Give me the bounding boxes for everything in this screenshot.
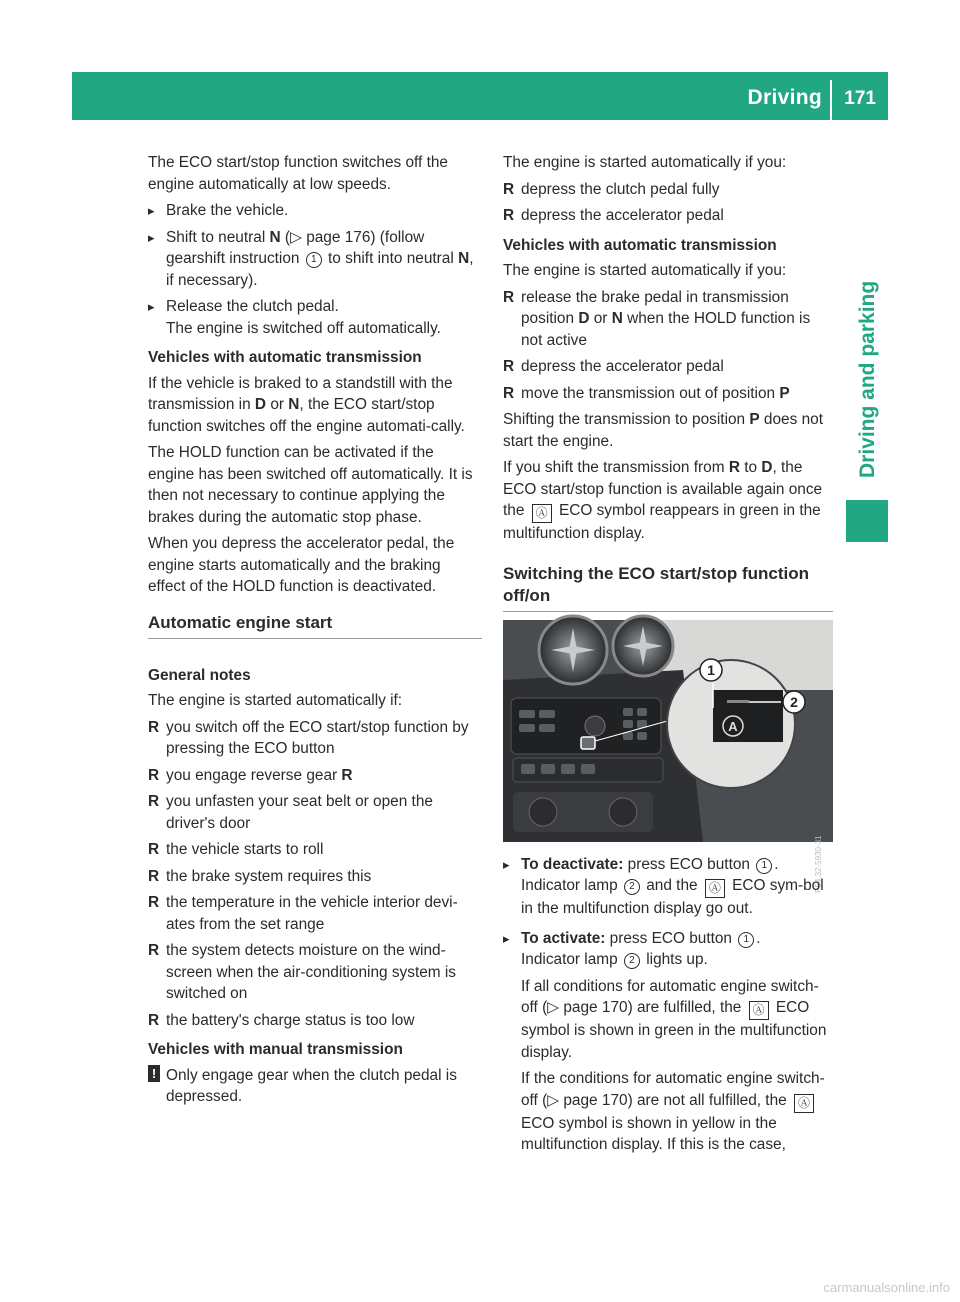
page-header [72, 72, 888, 120]
callout-2-icon [783, 691, 805, 713]
manual-transmission-heading: Vehicles with manual transmission [148, 1041, 403, 1058]
auto-paragraph-2: The HOLD function can be activated if the engine has been switched off automatically. It is then not necessary to continue applying the brakes during the automatic stop phase. [148, 444, 473, 526]
step-result: Indicator lamp 2 and the Ⓐ ECO sym-bol in the multifunction display go out. [521, 877, 824, 917]
list-item: R you unfasten your seat belt or open the driver's door [148, 793, 433, 832]
step-arrow-icon: ▸ [148, 229, 155, 245]
footer-watermark[interactable]: carmanualsonline.info [823, 1280, 950, 1295]
step-result: Indicator lamp 2 lights up. [521, 951, 708, 968]
warning-note: ! Only engage gear when the clutch pedal is depressed. [148, 1065, 482, 1108]
auto-paragraph-3: When you depress the accelerator pedal, the engine starts automatically and the braking effect of the HOLD function is deactivated. [148, 535, 455, 595]
bullet-icon: R [148, 793, 160, 810]
list-item: R move the transmission out of position P [503, 383, 833, 405]
step-result: The engine is switched off automatically. [166, 319, 441, 337]
step-release-clutch: ▸ Release the clutch pedal. The engine is switched off automatically. [148, 296, 482, 339]
activate-paragraph-1: If all conditions for automatic engine switch-off (▷ page 170) are fulfilled, the Ⓐ ECO symbol is shown in green in the multifunction display. [521, 977, 827, 1061]
step-activate: ▸ To activate: press ECO button 1 . Indicator lamp 2 lights up. If all conditions for automatic engine switch-off (▷ page 170) are fulfilled, the Ⓐ ECO symbol is shown in green in the multifunction display. If the conditions for automatic engine switch-off (▷ page 170) are not all fulfilled, the Ⓐ ECO symbol is shown in yellow in the multifunction display. If this is the case, [503, 928, 833, 1156]
callout-2-icon: 2 [624, 879, 640, 895]
list-item: R depress the clutch pedal fully [503, 179, 833, 201]
step-arrow-icon: ▸ [503, 930, 510, 946]
shift-r-d-paragraph: If you shift the transmission from R to D, the ECO start/stop function is available again once the Ⓐ ECO symbol reappears in green in the multifunction display. [503, 459, 823, 542]
side-tab-marker [846, 500, 888, 542]
list-item: R you engage reverse gear R [148, 765, 482, 787]
xref-arrow-icon: ▷ [547, 1091, 560, 1109]
list-item: R the temperature in the vehicle interior devi-ates from the set range [148, 894, 458, 933]
left-column [148, 152, 482, 1113]
page-reference[interactable]: page 170 [563, 1091, 628, 1109]
xref-arrow-icon: ▷ [547, 999, 560, 1016]
general-intro: The engine is started automatically if: [148, 692, 403, 709]
bullet-icon: R [148, 867, 160, 885]
bullet-icon: R [503, 288, 515, 306]
list-item: R the vehicle starts to roll [148, 839, 482, 861]
bullet-icon: R [503, 358, 515, 375]
callout-1-icon: 1 [738, 932, 754, 948]
xref-arrow-icon: ▷ [290, 228, 302, 246]
list-item: R depress the accelerator pedal [503, 205, 833, 227]
general-notes-heading: General notes [148, 666, 251, 684]
eco-symbol-icon: Ⓐ [794, 1094, 814, 1113]
bullet-icon: R [148, 894, 160, 911]
eco-a-icon: A [728, 718, 738, 734]
eco-symbol-icon: Ⓐ [532, 504, 552, 523]
step-shift-neutral: ▸ Shift to neutral N (▷ page 176) (follow gearshift instruction 1 to shift into neutral N, if necessary). [148, 228, 474, 289]
bullet-icon: R [148, 766, 160, 784]
callout-2-icon: 2 [624, 953, 640, 969]
shift-p-paragraph: Shifting the transmission to position P does not start the engine. [503, 411, 823, 450]
intro-paragraph: The ECO start/stop function switches off the engine automatically at low speeds. [148, 154, 448, 193]
svg-text:1: 1 [707, 661, 715, 678]
auto-transmission-heading: Vehicles with automatic transmission [148, 349, 422, 366]
svg-text:2: 2 [790, 693, 798, 710]
list-item: R the battery's charge status is too low [148, 1010, 482, 1032]
bullet-icon: R [503, 207, 515, 224]
auto-transmission-heading: Vehicles with automatic transmission [503, 236, 777, 254]
warning-icon: ! [148, 1065, 160, 1082]
manual-intro: The engine is started automatically if you: [503, 154, 787, 171]
air-vent-right-icon [613, 616, 673, 676]
section-heading-eco-switch: Switching the ECO start/stop function off/on [503, 563, 833, 612]
list-item: R depress the accelerator pedal [503, 356, 833, 378]
dashboard-illustration [503, 620, 833, 842]
activate-paragraph-2: If the conditions for automatic engine switch-off (▷ page 170) are not all fulfilled, the Ⓐ ECO symbol is shown in yellow in the multifunction display. If this is the case, [521, 1070, 825, 1153]
header-divider [830, 80, 832, 120]
list-item: R you switch off the ECO start/stop function by pressing the ECO button [148, 718, 469, 757]
step-brake: ▸ Brake the vehicle. [148, 200, 482, 222]
page-reference[interactable]: page 176 [306, 228, 371, 246]
list-item: R the system detects moisture on the wind-screen when the air-conditioning system is switched on [148, 942, 456, 1002]
page-number: 171 [844, 88, 876, 109]
bullet-icon: R [148, 841, 160, 858]
bullet-icon: R [148, 718, 160, 736]
bullet-icon: R [503, 384, 515, 402]
chapter-title: Driving [747, 86, 822, 109]
side-tab-label: Driving and parking [856, 280, 879, 478]
page-reference[interactable]: page 170 [563, 999, 628, 1016]
section-heading-automatic-start: Automatic engine start [148, 612, 482, 639]
list-item: R the brake system requires this [148, 866, 482, 888]
step-arrow-icon: ▸ [503, 856, 510, 872]
eco-button-small [581, 737, 595, 749]
figure-code: P54.32-5930-31 [813, 835, 823, 893]
callout-1-icon: 1 [306, 252, 322, 268]
step-arrow-icon: ▸ [148, 203, 155, 218]
air-vent-left-icon [539, 616, 607, 684]
auto-paragraph-1: If the vehicle is braked to a standstill with the transmission in D or N, the ECO start/stop function switches off the engine automati-cally. [148, 374, 465, 435]
bullet-icon: R [148, 942, 160, 959]
step-deactivate: ▸ To deactivate: press ECO button 1 . Indicator lamp 2 and the Ⓐ ECO sym-bol in the multifunction display go out. [503, 854, 833, 920]
callout-1-icon: 1 [756, 858, 772, 874]
callout-1-icon [700, 659, 722, 681]
right-column [503, 152, 833, 1161]
bullet-icon: R [503, 180, 515, 198]
eco-symbol-icon: Ⓐ [749, 1001, 769, 1020]
step-arrow-icon: ▸ [148, 299, 155, 314]
auto-intro: The engine is started automatically if you: [503, 262, 787, 279]
list-item: R release the brake pedal in transmission position D or N when the HOLD function is not active [503, 288, 811, 349]
eco-symbol-icon: Ⓐ [705, 879, 725, 898]
bullet-icon: R [148, 1011, 160, 1029]
